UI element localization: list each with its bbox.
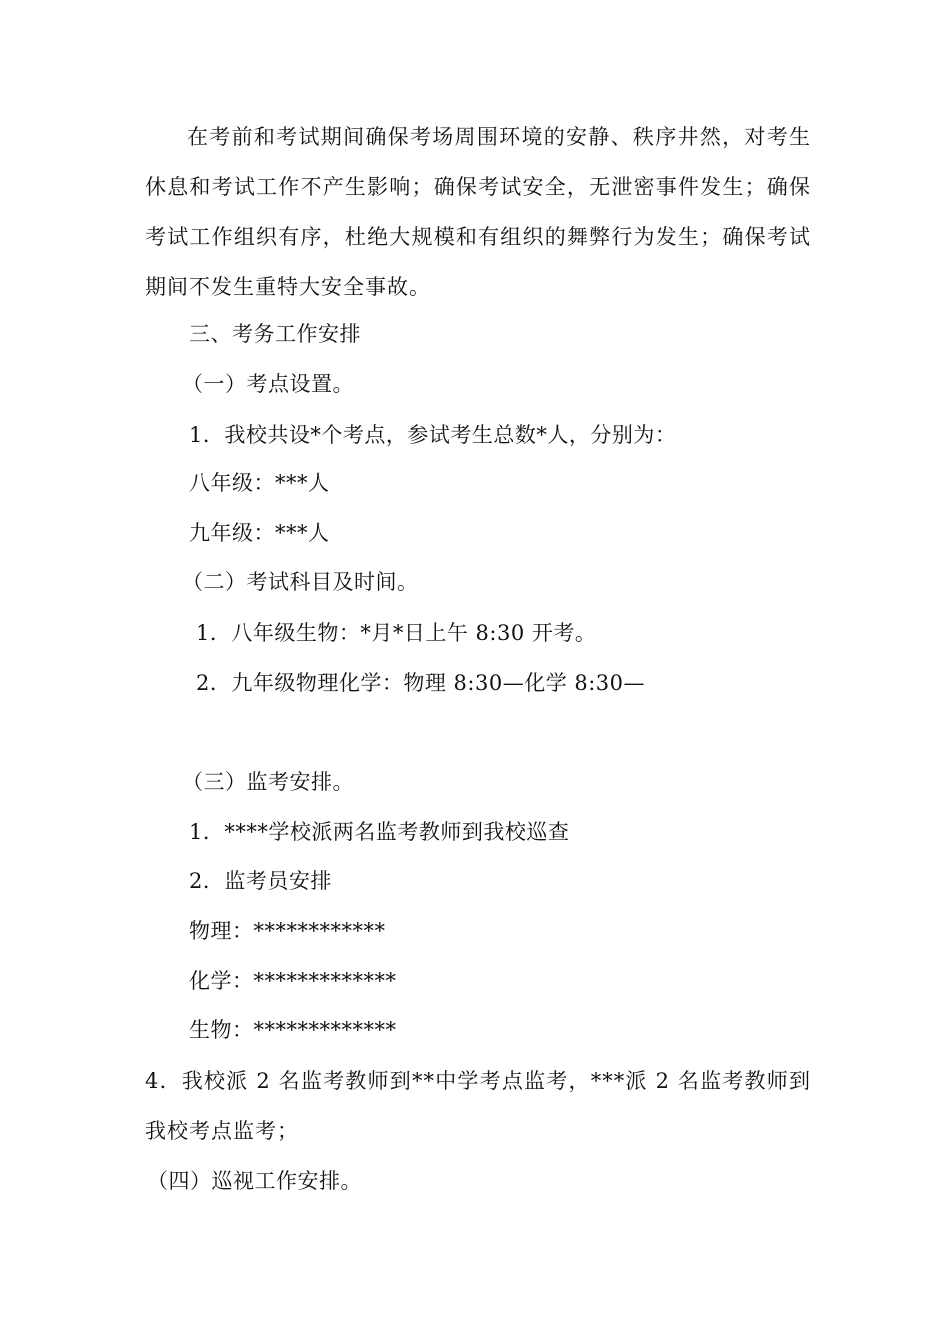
section-heading-exam-affairs: 三、考务工作安排 <box>189 322 361 346</box>
exam-sites-item-1: 1．我校共设*个考点，参试考生总数*人，分别为： <box>189 423 677 447</box>
subsection-heading-invigilation: （三）监考安排。 <box>182 770 354 794</box>
subsection-heading-inspection: （四）巡视工作安排。 <box>147 1169 362 1193</box>
subjects-item-1: 1．八年级生物：*月*日上午 8:30 开考。 <box>196 621 597 645</box>
grade-9-count: 九年级：***人 <box>189 521 330 545</box>
invigilator-chemistry: 化学：************* <box>189 969 397 993</box>
intro-paragraph: 在考前和考试期间确保考场周围环境的安静、秩序井然，对考生休息和考试工作不产生影响；确保考试安全，无泄密事件发生；确保考试工作组织有序，杜绝大规模和有组织的舞弊行为发生；确保考试期间不发生重特大安全事故。 <box>145 125 811 299</box>
invigilation-item-4: 4．我校派 2 名监考教师到**中学考点监考，***派 2 名监考教师到我校考点监考； <box>145 1069 811 1143</box>
subjects-item-2: 2．九年级物理化学：物理 8:30—化学 8:30— <box>196 671 646 695</box>
invigilation-item-1: 1．****学校派两名监考教师到我校巡查 <box>189 820 570 844</box>
subsection-heading-subjects-time: （二）考试科目及时间。 <box>182 570 419 594</box>
grade-8-count: 八年级：***人 <box>189 471 330 495</box>
subsection-heading-exam-sites: （一）考点设置。 <box>182 372 354 396</box>
invigilation-item-2: 2．监考员安排 <box>189 869 332 893</box>
invigilator-biology: 生物：************* <box>189 1018 397 1042</box>
invigilator-physics: 物理：************ <box>189 919 386 943</box>
